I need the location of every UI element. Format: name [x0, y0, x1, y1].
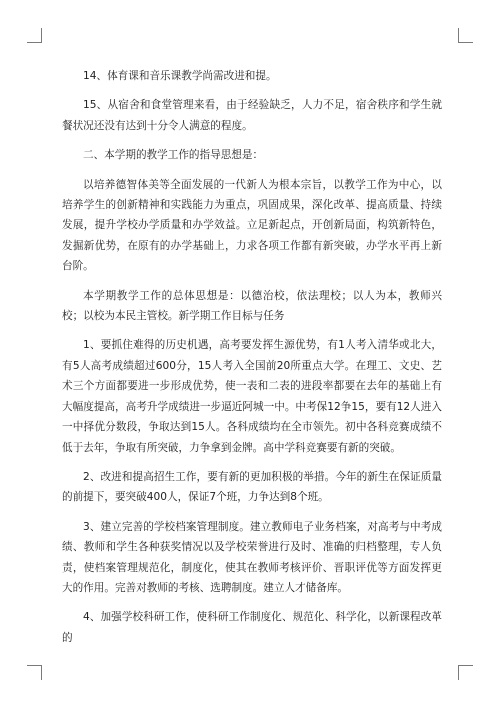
document-body [62, 66, 442, 648]
paragraph: 15、从宿舍和食堂管理来看，由于经验缺乏，人力不足，宿舍秩序和学生就餐状况还没有达到十分令人满意的程度。 [62, 99, 442, 132]
crop-mark-top-right [458, 28, 473, 43]
paragraph: 1、要抓住难得的历史机遇，高考要发挥生源优势，有1人考入清华或北大，有5人高考成绩超过600分，15人考入全国前20所重点大学。在理工、文史、艺术三个方面都要进一步形成优势，使一表和二表的进段率都要在去年的基础上有大幅度提高，高考升学成绩进一步逼近阿城一中。中考保12争15，要有12人进入一中择优分数段，争取达到15人。各科成绩均在全市领先。初中各科竞赛成绩不低于去年，争取有所突破，力争拿到金牌。高中学科竞赛要有新的突破。 [62, 339, 442, 454]
paragraph: 本学期教学工作的总体思想是：以德治校，依法理校；以人为本，教师兴校；以校为本民主管校。新学期工作目标与任务 [62, 289, 442, 323]
crop-mark-top-left [27, 28, 42, 43]
crop-mark-bottom-left [27, 665, 42, 680]
paragraph: 2、改进和提高招生工作，要有新的更加积极的举措。今年的新生在保证质量的前提下，要突破400人，保证7个班，力争达到8个班。 [62, 470, 442, 504]
paragraph: 4、加强学校科研工作，使科研工作制度化、规范化、科学化，以新课程改革的 [62, 611, 442, 644]
paragraph: 3、建立完善的学校档案管理制度。建立教师电子业务档案，对高考与中考成绩、教师和学生各种获奖情况以及学校荣誉进行及时、准确的归档整理，专人负责，使档案管理规范化，制度化，使其在教师考核评价、晋职评优等方面发挥更大的作用。完善对教师的考核、选聘制度。建立人才储备库。 [62, 520, 442, 594]
crop-mark-bottom-right [458, 665, 473, 680]
paragraph: 以培养德智体美等全面发展的一代新人为根本宗旨，以教学工作为中心，以培养学生的创新精神和实践能力为重点，巩固成果，深化改革、提高质量、持续发展，提升学校办学质量和办学效益。立足新起点，开创新局面，构筑新特色，发掘新优势，在原有的办学基础上，力求各项工作都有新突破，办学水平再上新台阶。 [62, 178, 442, 273]
paragraph: 14、体育课和音乐课教学尚需改进和提。 [83, 70, 277, 82]
section-heading: 二、本学期的教学工作的指导思想是： [83, 149, 264, 162]
